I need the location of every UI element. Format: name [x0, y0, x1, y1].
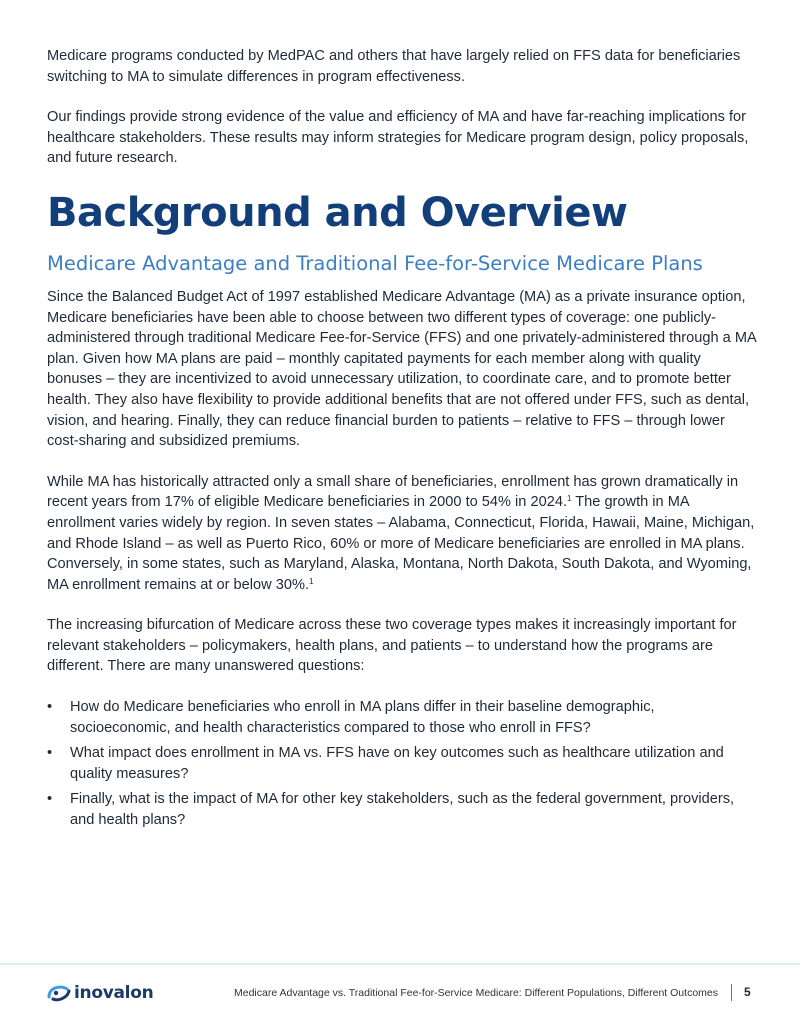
footer-separator	[731, 984, 732, 1001]
paragraph-2-text-a: While MA has historically attracted only a small share of beneficiaries, enrollment has grown dramatically in recent years from 17% of eligible Medicare beneficiaries in 2000 to 54% in 2024.	[47, 473, 739, 511]
section-title: Background and Overview	[47, 189, 628, 236]
list-item	[47, 697, 757, 738]
question-list	[47, 697, 757, 831]
inovalon-logo	[47, 980, 153, 1006]
document-page	[47, 46, 757, 836]
list-item-text: How do Medicare beneficiaries who enroll in MA plans differ in their baseline demographic, socioeconomic, and health characteristics compared to those who enroll in FFS?	[70, 699, 655, 736]
footnote-ref-1[interactable]: 1	[567, 494, 572, 504]
bullet-icon: •	[47, 791, 53, 808]
bullet-icon: •	[47, 699, 53, 716]
body-paragraph-1: Since the Balanced Budget Act of 1997 established Medicare Advantage (MA) as a private insurance option, Medicare beneficiaries have been able to choose between two different types of coverage: one publicly-administered through traditional Medicare Fee-for-Service (FFS) and one privately-administered through a MA plan. Given how MA plans are paid – monthly capitated payments for each member along with quality bonuses – they are incentivized to avoid unnecessary utilization, to coordinate care, and to promote better health. They also have flexibility to provide additional benefits that are not offered under FFS, such as dental, vision, and hearing. Finally, they can reduce financial burden to patients – relative to FFS – through lower cost-sharing and subsidized premiums.	[47, 288, 756, 450]
body-paragraph-3: The increasing bifurcation of Medicare across these two coverage types makes it increasingly important for relevant stakeholders – policymakers, health plans, and patients – to understand how the programs are different. There are many unanswered questions:	[47, 617, 737, 675]
list-item	[47, 789, 757, 830]
footer-divider	[0, 963, 800, 965]
section-subtitle: Medicare Advantage and Traditional Fee-for-Service Medicare Plans	[47, 251, 703, 275]
intro-paragraph-1: Medicare programs conducted by MedPAC and others that have largely relied on FFS data for beneficiaries switching to MA to simulate differences in program effectiveness.	[47, 48, 741, 85]
logo-wordmark: inovalon	[74, 983, 154, 1003]
intro-paragraph-2: Our findings provide strong evidence of the value and efficiency of MA and have far-reaching implications for healthcare stakeholders. These results may inform strategies for Medicare program design, policy proposals, and future research.	[47, 109, 749, 167]
body-paragraph-2	[47, 472, 757, 596]
footnote-ref-2[interactable]: 1	[309, 576, 314, 586]
list-item-text: What impact does enrollment in MA vs. FFS have on key outcomes such as healthcare utilization and quality measures?	[70, 745, 724, 782]
list-item	[47, 743, 757, 784]
paragraph-2-text-b: The growth in MA enrollment varies widely by region. In seven states – Alabama, Connecticut, Florida, Hawaii, Maine, Michigan, and Rhode Island – as well as Puerto Rico, 60% or more of Medicare beneficiaries are enrolled in MA plans. Conversely, in some states, such as Maryland, Alaska, Montana, North Dakota, South Dakota, and Wyoming, MA enrollment remains at or below 30%.	[47, 494, 755, 593]
logo-mark-icon	[47, 983, 71, 1003]
list-item-text: Finally, what is the impact of MA for other key stakeholders, such as the federal government, providers, and health plans?	[70, 791, 735, 829]
page-number: 5	[744, 985, 751, 999]
footer-document-title: Medicare Advantage vs. Traditional Fee-for-Service Medicare: Different Populations, Different Outcomes	[233, 987, 718, 999]
bullet-icon: •	[47, 745, 53, 762]
